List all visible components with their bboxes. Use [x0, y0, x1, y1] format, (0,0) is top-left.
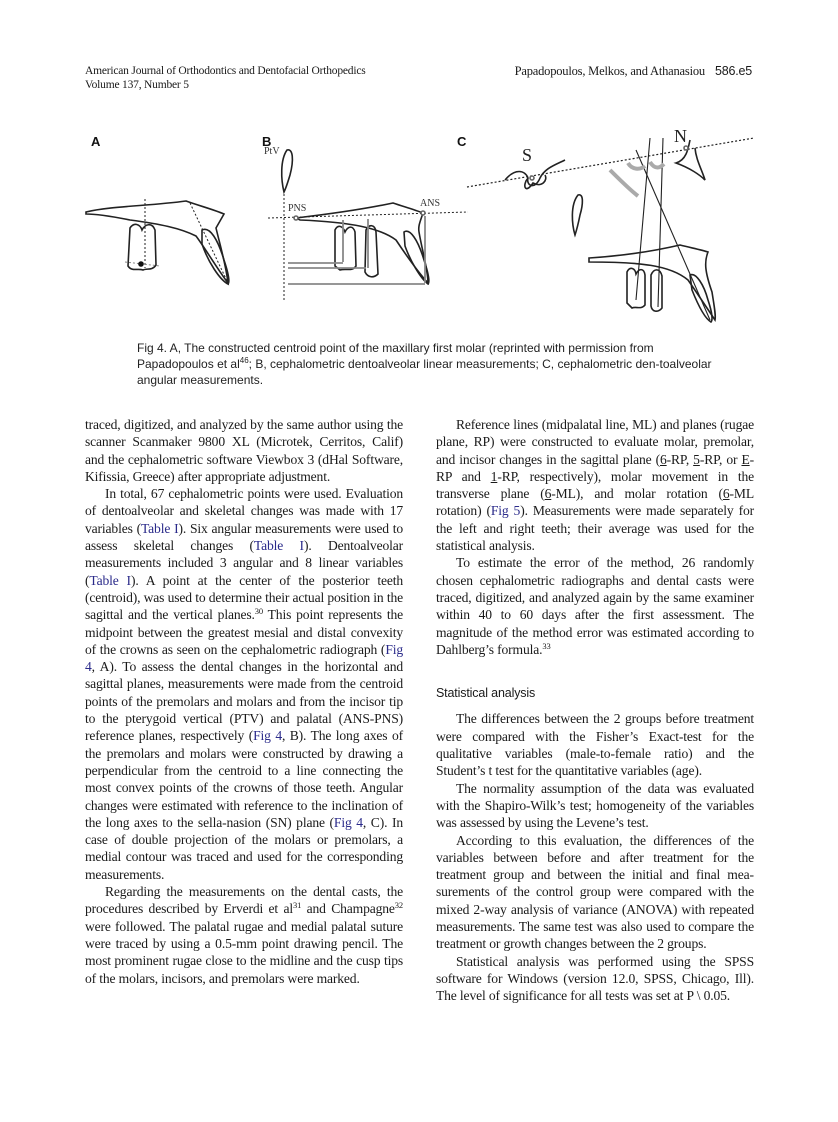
text-run: , A). To assess the dental changes in the horizontal and sagittal planes, measurements were made from the centroid points of the premolars and molars and from the incisor tip to the pterygoid vertical (PTV) and palatal (ANS-PNS) reference planes, respectively (: [85, 659, 403, 744]
text-run: ). Measurements were made separately for the left and right teeth; their average was used for the statistical analysis.: [436, 503, 754, 554]
paragraph: [85, 485, 403, 883]
paragraph: [436, 832, 754, 953]
reference-superscript[interactable]: 30: [254, 606, 263, 617]
centroid-point: [138, 261, 144, 267]
reference-superscript[interactable]: 31: [292, 900, 302, 911]
paragraph: [436, 710, 754, 779]
figure-caption: [137, 340, 712, 388]
tooth-number: 6: [544, 486, 552, 502]
premolar-outline: [651, 270, 662, 311]
journal-volume: Volume 137, Number 5: [85, 79, 189, 91]
cross-reference-link[interactable]: Fig 4: [333, 814, 363, 830]
tooth-number: 6: [722, 486, 730, 502]
cross-reference-link[interactable]: Fig 5: [490, 503, 521, 519]
text-run: The differences between the 2 groups before treatment were compared with the Fisher’s Exact-test for the qualitative variables (male-to-female ratio) and the Student’s t test for the quantitative variables (age).: [436, 711, 754, 779]
paragraph: [436, 953, 754, 1005]
premolar-outline: [365, 226, 378, 277]
tooth-number: 1: [490, 468, 498, 484]
maxilla-outline: [86, 201, 228, 283]
reference-superscript[interactable]: 33: [542, 640, 551, 651]
text-run: , C). In case of double projection of the molars or premolars, a medial contour was traced and used for the corresponding measurements.: [85, 814, 403, 882]
text-run: ). Dentoalveolar measurements included 3 angular and 8 linear variables (: [85, 538, 403, 588]
sn-line: [467, 138, 754, 187]
text-run: This point represents the midpoint between the greatest mesial and distal convexity of the crowns as seen on the cephalometric radiograph (: [85, 607, 403, 657]
orbit-outline: [572, 195, 582, 235]
maxilla-outline: [296, 203, 428, 283]
text-run: -RP, respectively), molar movement in the transverse plane (: [436, 468, 754, 502]
tooth-number: 6: [659, 451, 667, 467]
paragraph: [436, 554, 754, 658]
paragraph: [85, 416, 403, 485]
text-run: were followed. The palatal rugae and medial palatal suture were traced by using a 0.5-mm point drawing pencil. The most prominent rugae close to the midline and the cusp tips of the molars, incisors, and premolars were marked.: [85, 918, 403, 986]
pns-label: PNS: [288, 203, 307, 214]
ptv-label: PtV: [264, 146, 280, 157]
nasion-point: [684, 146, 688, 150]
pterygomaxillary-fissure: [282, 150, 293, 192]
text-run: In total, 67 cephalometric points were used. Evaluation of dentoalveolar and skeletal changes was made with 17 variables (: [85, 486, 403, 536]
nasion-outline: [676, 140, 705, 180]
section-heading: Statistical analysis: [436, 686, 536, 701]
paragraph: [436, 416, 754, 554]
journal-title: American Journal of Orthodontics and Dentofacial Orthopedics: [85, 65, 366, 77]
cross-reference-link[interactable]: Fig 4: [85, 641, 403, 675]
text-run: The normality assumption of the data was evaluated with the Shapiro-Wilk’s test; homogeneity of the variables was assessed by using the Levene’s test.: [436, 780, 754, 831]
text-run: , B). The long axes of the premolars and molars were constructed by drawing a perpendicular from the centroid to a line connecting the most convex points of the crowns of those teeth. Angular changes were estimated with reference to the inclination of the long axes to the sella-nasion (SN) plane (: [85, 728, 403, 830]
panel-a: [86, 134, 229, 284]
text-run: ). A point at the center of the posterior teeth (centroid), was used to determine their actual position in the sagittal and the vertical planes.: [85, 572, 403, 623]
incisor-axis-line: [190, 203, 228, 283]
panel-c: [457, 126, 754, 322]
text-run: Fig 4. A, The constructed centroid point of the maxillary first molar (reprinted with permission from Papadopoulos et al: [137, 341, 654, 371]
text-run: To estimate the error of the method, 26 randomly chosen cephalometric radiographs and dental casts were traced, digitized, and analyzed again by the same examiner within 40 to 60 days after the first assessment. The magnitude of the method error was estimated according to Dahlberg’s formula.: [436, 555, 754, 657]
left-column: [85, 416, 403, 987]
text-run: Reference lines (midpalatal line, ML) and planes (rugae plane, RP) were constructed to evaluate molar, premolar, and incisor changes in the sagittal plane (: [436, 417, 754, 467]
text-run: -ML rotation) (: [436, 486, 754, 519]
paragraph: [85, 883, 403, 987]
text-run: Regarding the measurements on the dental casts, the procedures described by Erverdi et al: [85, 884, 403, 917]
reference-superscript[interactable]: 32: [394, 900, 403, 911]
cross-reference-link[interactable]: Table I: [253, 538, 304, 554]
text-run: -RP and: [436, 451, 755, 484]
right-column: [436, 416, 754, 1005]
nasion-label: N: [674, 126, 687, 146]
text-run: traced, digitized, and analyzed by the same author using the scanner Scanmaker 9800 XL (Microtek, Cerritos, Calif) and the cephalometric software Viewbox 3 (dHal Software, Kifissia, Greece) after appropriate adjustment.: [85, 417, 403, 484]
text-run: Statistical analysis was performed using the SPSS software for Windows (version 12.0, SPSS, Chicago, Ill). The level of significance for all tests was set at P \ 0.05.: [436, 953, 754, 1004]
molar-outline: [627, 268, 645, 308]
page-number: 586.e5: [714, 64, 752, 78]
panel-label-c: C: [457, 134, 467, 149]
panel-label-b: B: [262, 134, 272, 149]
cross-reference-link[interactable]: Table I: [89, 572, 131, 588]
angle-arrows: [610, 162, 664, 196]
text-run: -RP,: [666, 451, 694, 467]
tooth-number: E: [741, 451, 750, 467]
text-run: ; B, cephalometric dentoalveolar linear measurements; C, cephalometric den-toalveolar angular measurements.: [137, 357, 712, 387]
sella-outline: [505, 160, 565, 189]
panel-label-a: A: [91, 134, 101, 149]
tooth-number: 5: [693, 451, 700, 467]
panel-b: [262, 134, 468, 300]
cross-reference-link[interactable]: Table I: [140, 520, 179, 536]
paragraph: [436, 780, 754, 832]
text-run: ). Six angular measurements were used to assess skeletal changes (: [85, 520, 404, 554]
text-run: According to this evaluation, the differences of the variables between before and after treatment for the treatment group and between the initial and final measurements of the control group were compared with the mixed 2-way analysis of variance (ANOVA) with repeated measurements. The same test was also used to compare the treatment or growth changes between the 2 groups.: [436, 832, 754, 952]
ans-point: [421, 211, 425, 215]
text-run: -RP, or: [699, 451, 742, 467]
text-run: and Champagne: [301, 901, 395, 917]
ans-label: ANS: [420, 198, 441, 209]
cross-reference-link[interactable]: Fig 4: [253, 728, 282, 744]
pns-point: [294, 216, 298, 220]
sella-point: [530, 176, 534, 180]
sella-label: S: [522, 145, 533, 165]
reference-superscript[interactable]: 46: [239, 356, 249, 365]
figure-4: [0, 0, 838, 340]
authors: Papadopoulos, Melkos, and Athanasiou: [514, 64, 705, 78]
text-run: -ML), and molar rotation (: [551, 486, 723, 502]
